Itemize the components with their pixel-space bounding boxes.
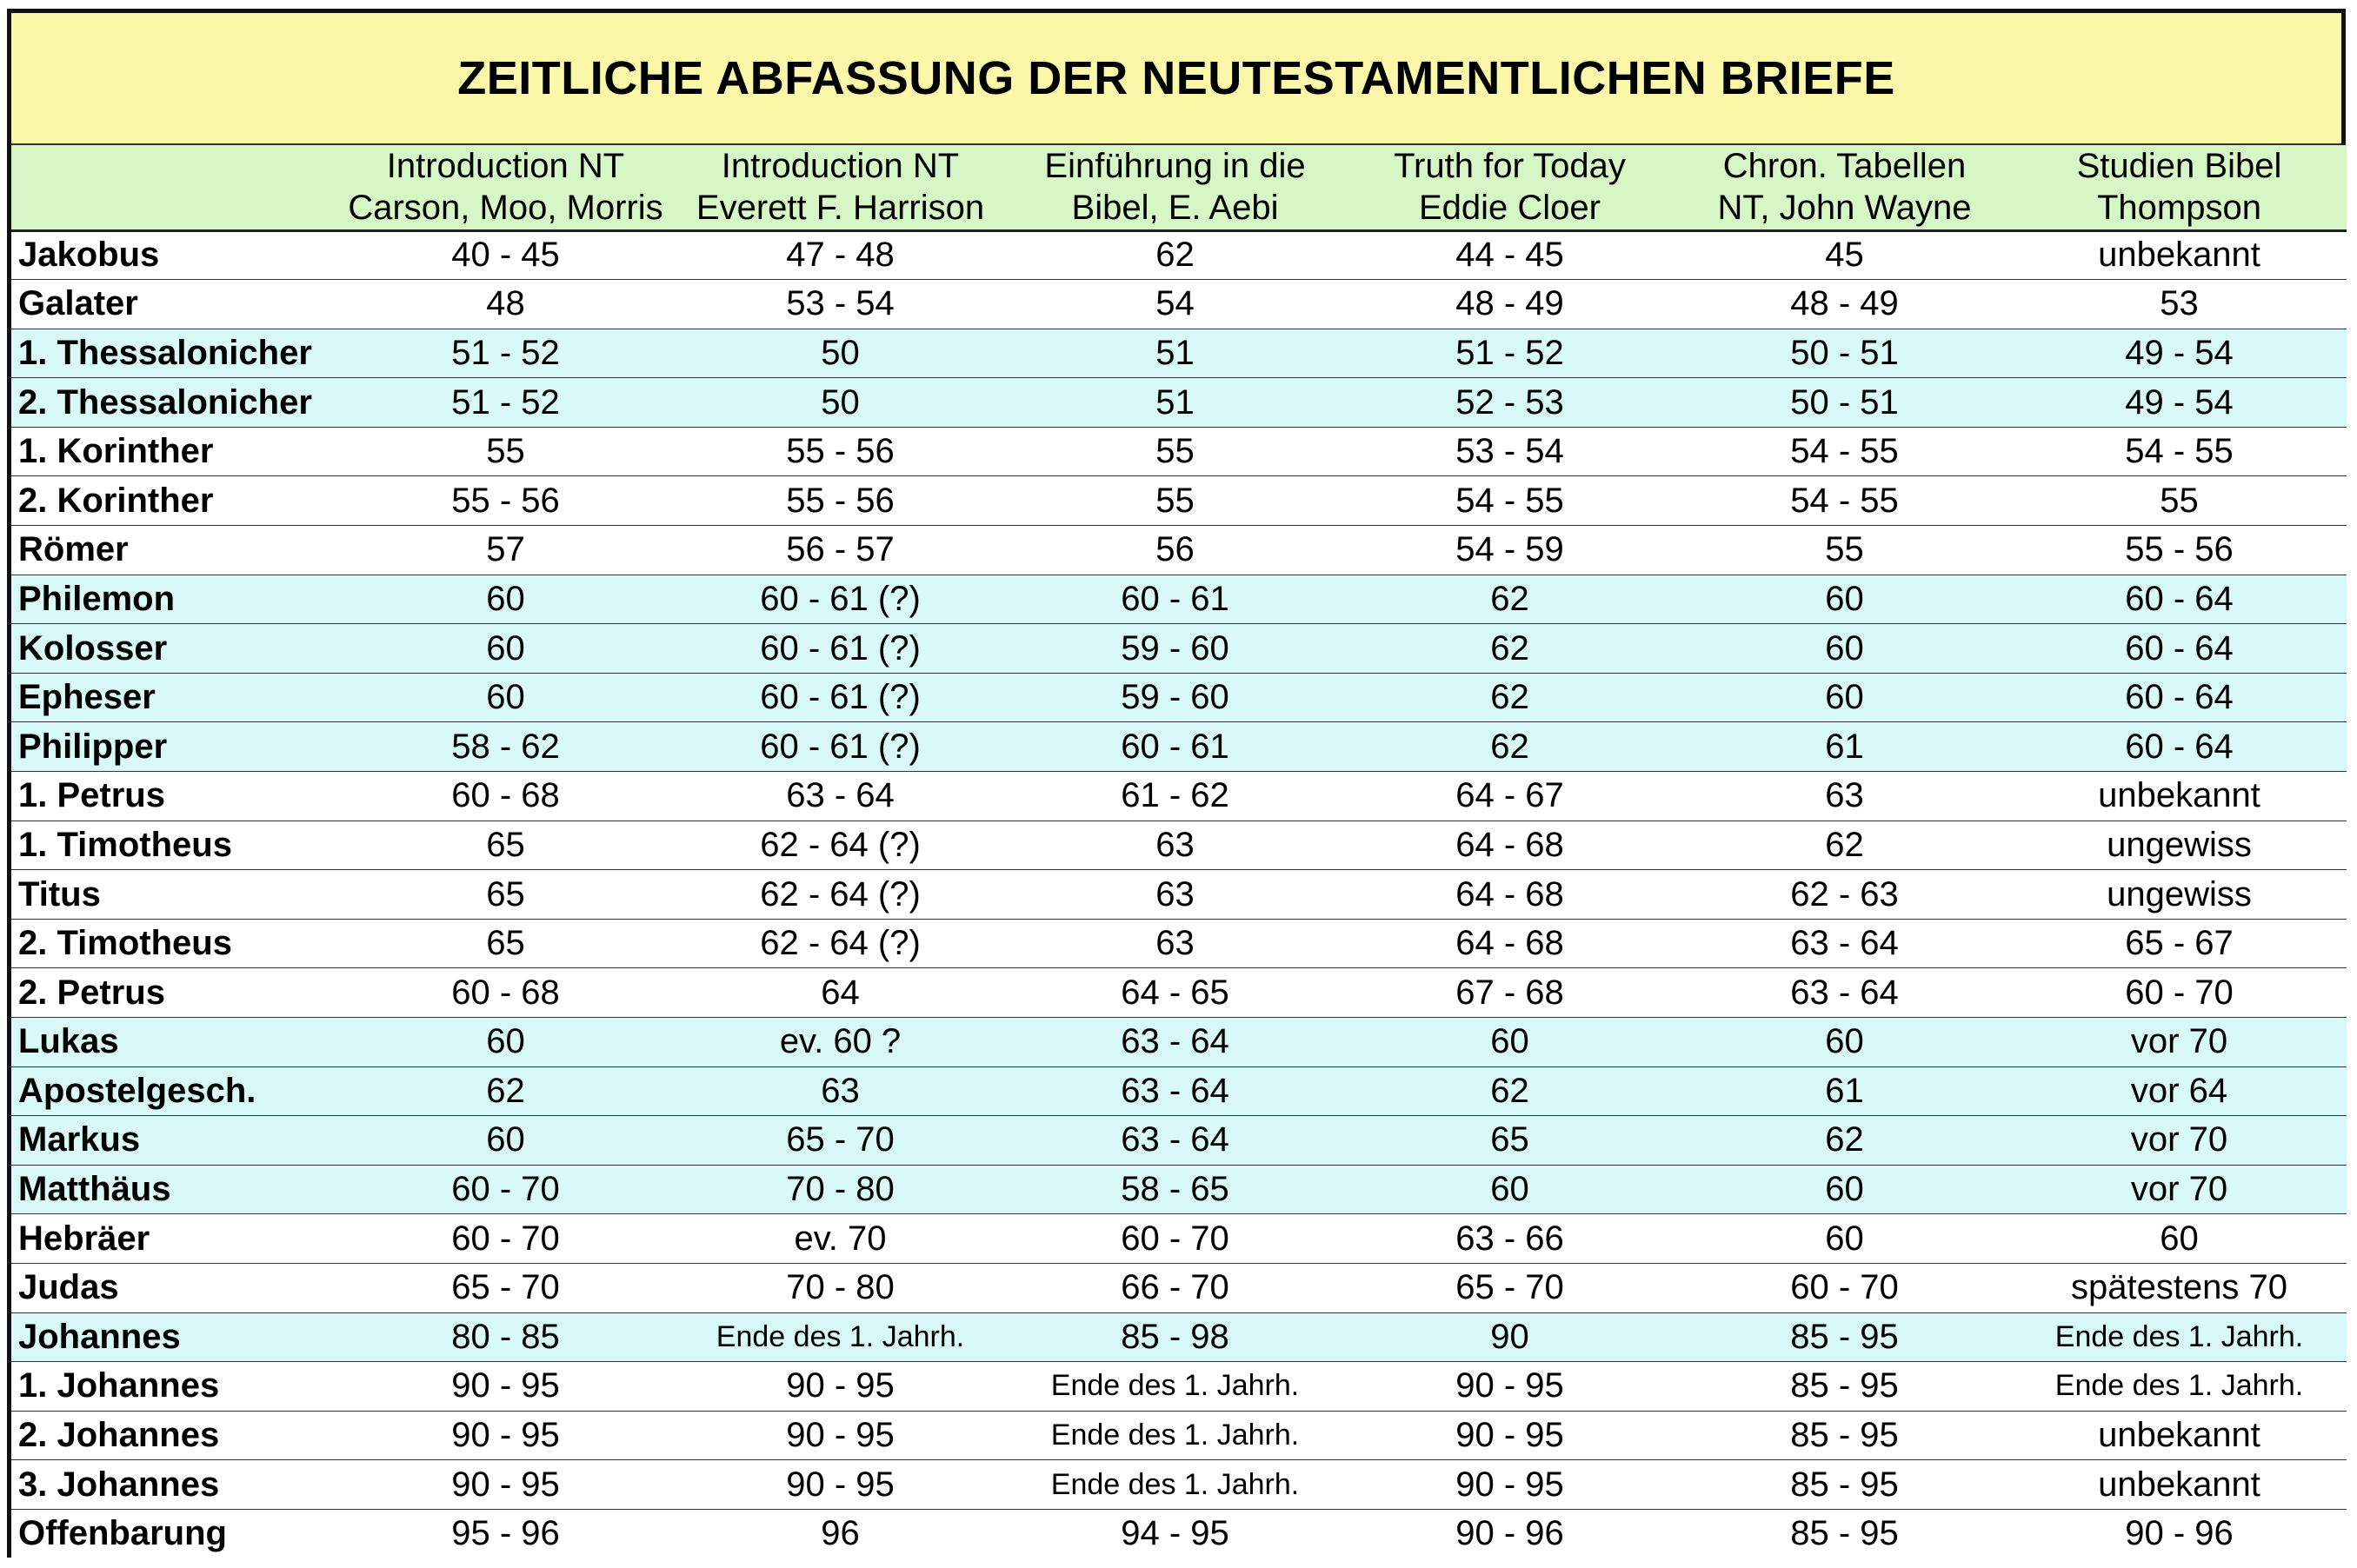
table-row [11, 1411, 2347, 1460]
date-cell: 45 [1677, 230, 2012, 280]
book-name-cell: 1. Timotheus [11, 821, 338, 870]
date-cell: 62 - 64 (?) [673, 919, 1008, 968]
date-cell: 90 - 95 [673, 1460, 1008, 1510]
date-cell: 62 [1677, 821, 2012, 870]
date-cell: spätestens 70 [2012, 1263, 2347, 1312]
date-cell: 54 - 55 [1342, 476, 1677, 526]
date-cell: 62 [1342, 575, 1677, 624]
date-cell: 55 [338, 427, 673, 476]
date-cell: 54 [1008, 280, 1342, 329]
date-cell: 63 - 66 [1342, 1214, 1677, 1264]
date-cell: 49 - 54 [2012, 378, 2347, 428]
date-cell: 60 - 70 [1008, 1214, 1342, 1264]
date-cell: Ende des 1. Jahrh. [2012, 1362, 2347, 1412]
date-cell: 85 - 95 [1677, 1312, 2012, 1362]
date-cell: 95 - 96 [451, 1514, 560, 1553]
header-line1: Einführung in die [1044, 147, 1306, 186]
date-cell: 90 - 95 [1342, 1411, 1677, 1460]
date-cell: 60 [1677, 1165, 2012, 1214]
book-name-cell: Jakobus [11, 230, 338, 280]
date-cell: 60 - 61 [1008, 722, 1342, 772]
date-cell: 53 [2012, 280, 2347, 329]
date-cell: 50 - 51 [1677, 329, 2012, 378]
date-cell: 60 [1342, 1165, 1677, 1214]
date-cell: 63 - 64 [1008, 1066, 1342, 1116]
date-cell: 66 - 70 [1008, 1263, 1342, 1312]
header-cell-aebi [1008, 145, 1342, 230]
date-cell: 55 - 56 [673, 476, 1008, 526]
book-name-cell: Galater [11, 280, 338, 329]
header-cell-harrison [673, 145, 1008, 230]
date-cell: unbekannt [2012, 772, 2347, 821]
table-row [11, 1509, 2347, 1558]
date-cell: 60 - 68 [338, 968, 673, 1018]
table-row [11, 968, 2347, 1018]
header-line1: Introduction NT [721, 147, 960, 186]
date-cell: 50 [673, 329, 1008, 378]
date-cell: 62 - 64 (?) [673, 870, 1008, 920]
date-cell: 62 [1342, 1066, 1677, 1116]
table-row [11, 329, 2347, 378]
date-cell: 60 - 64 [2012, 722, 2347, 772]
table-body [11, 230, 2347, 1558]
date-cell: 70 - 80 [673, 1165, 1008, 1214]
date-cell: 60 - 61 (?) [673, 624, 1008, 674]
table-row [11, 919, 2347, 968]
date-cell: 47 - 48 [673, 230, 1008, 280]
date-cell: 63 [673, 1066, 1008, 1116]
table-row [11, 1312, 2347, 1362]
date-cell: 64 - 68 [1342, 919, 1677, 968]
book-name-cell: Philipper [11, 722, 338, 772]
date-cell: vor 70 [2012, 1165, 2347, 1214]
date-cell: 60 [1677, 673, 2012, 722]
date-cell: 62 - 63 [1677, 870, 2012, 920]
date-cell: 54 - 55 [1677, 427, 2012, 476]
date-cell: 60 - 70 [2012, 968, 2347, 1018]
table-row [11, 772, 2347, 821]
date-cell: 60 [1677, 1214, 2012, 1264]
book-name-cell: Kolosser [11, 624, 338, 674]
date-cell: 55 - 56 [673, 427, 1008, 476]
date-cell: 65 - 70 [673, 1116, 1008, 1166]
date-cell: 65 [1342, 1116, 1677, 1166]
book-name-cell: Johannes [11, 1312, 338, 1362]
header-cell-cloer [1342, 145, 1677, 230]
date-cell: 63 - 64 [1677, 968, 2012, 1018]
date-cell: 61 [1677, 1066, 2012, 1116]
dating-table [11, 145, 2347, 1558]
date-cell: 60 - 61 [1008, 575, 1342, 624]
date-cell: ev. 60 ? [673, 1018, 1008, 1067]
date-cell: 51 - 52 [338, 378, 673, 428]
date-cell: 62 [1677, 1116, 2012, 1166]
date-cell: 85 - 95 [1790, 1514, 1899, 1553]
date-cell: 60 [338, 624, 673, 674]
date-cell: 55 - 56 [2012, 526, 2347, 575]
date-cell: 64 - 65 [1008, 968, 1342, 1018]
date-cell: 94 - 95 [1121, 1514, 1229, 1553]
date-cell: 62 - 64 (?) [673, 821, 1008, 870]
date-cell: 64 - 68 [1342, 870, 1677, 920]
table-row [11, 526, 2347, 575]
date-cell: vor 70 [2012, 1116, 2347, 1166]
date-cell: 63 - 64 [1008, 1116, 1342, 1166]
date-cell: 48 - 49 [1677, 280, 2012, 329]
date-cell: 51 [1008, 378, 1342, 428]
header-line2: Carson, Moo, Morris [348, 189, 663, 228]
book-name-cell: Markus [11, 1116, 338, 1166]
date-cell: 60 - 64 [2012, 575, 2347, 624]
date-cell: 90 - 95 [673, 1411, 1008, 1460]
date-cell: Ende des 1. Jahrh. [2012, 1312, 2347, 1362]
date-cell: 58 - 65 [1008, 1165, 1342, 1214]
date-cell: 56 [1008, 526, 1342, 575]
header-line2: Bibel, E. Aebi [1071, 189, 1279, 228]
date-cell: ungewiss [2012, 821, 2347, 870]
date-cell: 63 - 64 [1008, 1018, 1342, 1067]
date-cell: 65 [338, 919, 673, 968]
date-cell: 44 - 45 [1342, 230, 1677, 280]
book-name-cell: 2. Korinther [11, 476, 338, 526]
date-cell: Ende des 1. Jahrh. [1008, 1362, 1342, 1412]
book-name-cell: Judas [11, 1263, 338, 1312]
table-row [11, 1263, 2347, 1312]
date-cell: 54 - 59 [1342, 526, 1677, 575]
date-cell: 63 [1008, 919, 1342, 968]
date-cell: 62 [1342, 722, 1677, 772]
header-line2: Thompson [2097, 189, 2261, 228]
header-cell-thompson [2012, 145, 2347, 230]
date-cell: 60 [338, 575, 673, 624]
date-cell: 60 [1677, 575, 2012, 624]
date-cell: 48 [338, 280, 673, 329]
table-row [11, 624, 2347, 674]
table-row [11, 378, 2347, 428]
date-cell: 55 [2012, 476, 2347, 526]
date-cell: 60 - 64 [2012, 624, 2347, 674]
page-title: ZEITLICHE ABFASSUNG DER NEUTESTAMENTLICHEN BRIEFE [11, 13, 2341, 145]
date-cell: 85 - 95 [1677, 1460, 2012, 1510]
table-row [11, 1116, 2347, 1166]
table-row [11, 575, 2347, 624]
book-name-cell: 2. Johannes [11, 1411, 338, 1460]
date-cell: 67 - 68 [1342, 968, 1677, 1018]
date-cell: 65 - 67 [2012, 919, 2347, 968]
date-cell: 65 - 70 [1342, 1263, 1677, 1312]
date-cell: 60 - 70 [338, 1214, 673, 1264]
date-cell: 53 - 54 [1342, 427, 1677, 476]
date-cell: 65 - 70 [338, 1263, 673, 1312]
header-cell-wayne [1677, 145, 2012, 230]
date-cell: Ende des 1. Jahrh. [1008, 1411, 1342, 1460]
book-name-cell: Römer [11, 526, 338, 575]
date-cell: 63 - 64 [673, 772, 1008, 821]
date-cell: ev. 70 [673, 1214, 1008, 1264]
header-line1: Truth for Today [1394, 147, 1626, 186]
table-row [11, 821, 2347, 870]
date-cell: 50 [673, 378, 1008, 428]
table-row [11, 722, 2347, 772]
date-cell: unbekannt [2012, 1460, 2347, 1510]
table-row [11, 427, 2347, 476]
date-cell: 70 - 80 [673, 1263, 1008, 1312]
table-row [11, 1362, 2347, 1412]
date-cell: 59 - 60 [1008, 624, 1342, 674]
date-cell: 60 - 61 (?) [673, 673, 1008, 722]
date-cell: 80 - 85 [338, 1312, 673, 1362]
date-cell: 51 - 52 [1342, 329, 1677, 378]
date-cell: 56 - 57 [673, 526, 1008, 575]
date-cell: 60 [338, 1018, 673, 1067]
date-cell: 60 - 64 [2012, 673, 2347, 722]
date-cell: 63 - 64 [1677, 919, 2012, 968]
date-cell: 85 - 98 [1008, 1312, 1342, 1362]
date-cell: 62 [1342, 673, 1677, 722]
header-line2: NT, John Wayne [1717, 189, 1972, 228]
header-line1: Chron. Tabellen [1722, 147, 1967, 186]
book-name-cell: 1. Johannes [11, 1362, 338, 1412]
date-cell: 48 - 49 [1342, 280, 1677, 329]
date-cell: 90 - 95 [338, 1411, 673, 1460]
date-cell: 55 [1008, 427, 1342, 476]
date-cell: 90 - 95 [1342, 1362, 1677, 1412]
date-cell: 85 - 95 [1677, 1362, 2012, 1412]
date-cell: 53 - 54 [673, 280, 1008, 329]
date-cell: 90 - 95 [673, 1362, 1008, 1412]
table-row [11, 1066, 2347, 1116]
book-name-cell: Matthäus [11, 1165, 338, 1214]
header-line2: Everett F. Harrison [696, 189, 985, 228]
date-cell: 62 [338, 1066, 673, 1116]
book-name-cell: Hebräer [11, 1214, 338, 1264]
date-cell: 55 - 56 [338, 476, 673, 526]
date-cell: 57 [338, 526, 673, 575]
date-cell: 63 [1677, 772, 2012, 821]
table-row [11, 673, 2347, 722]
date-cell: 54 - 55 [2012, 427, 2347, 476]
date-cell: 60 [1677, 624, 2012, 674]
date-cell: 54 - 55 [1677, 476, 2012, 526]
date-cell: 62 [1342, 624, 1677, 674]
date-cell: 63 [1008, 870, 1342, 920]
book-name-cell: 1. Thessalonicher [11, 329, 338, 378]
date-cell: 60 - 68 [338, 772, 673, 821]
date-cell: 58 - 62 [338, 722, 673, 772]
book-name-cell: 2. Petrus [11, 968, 338, 1018]
date-cell: 55 [1008, 476, 1342, 526]
book-name-cell: Offenbarung [18, 1514, 227, 1553]
date-cell: 90 - 96 [1455, 1514, 1564, 1553]
date-cell: 60 [1342, 1018, 1677, 1067]
date-cell: 85 - 95 [1677, 1411, 2012, 1460]
date-cell: ungewiss [2012, 870, 2347, 920]
book-name-cell: Lukas [11, 1018, 338, 1067]
date-cell: 96 [821, 1514, 860, 1553]
book-name-cell: 1. Korinther [11, 427, 338, 476]
book-name-cell: 1. Petrus [11, 772, 338, 821]
table-row [11, 230, 2347, 280]
date-cell: 61 - 62 [1008, 772, 1342, 821]
header-line2: Eddie Cloer [1418, 189, 1601, 228]
date-cell: 90 - 95 [338, 1460, 673, 1510]
date-cell: 90 - 95 [338, 1362, 673, 1412]
document-frame [7, 9, 2346, 1558]
date-cell: 49 - 54 [2012, 329, 2347, 378]
date-cell: 60 [338, 1116, 673, 1166]
date-cell: 55 [1677, 526, 2012, 575]
date-cell: 64 [673, 968, 1008, 1018]
date-cell: Ende des 1. Jahrh. [1008, 1460, 1342, 1510]
date-cell: 62 [1008, 230, 1342, 280]
date-cell: 65 [338, 821, 673, 870]
table-row [11, 1214, 2347, 1264]
date-cell: 60 [2012, 1214, 2347, 1264]
date-cell: vor 64 [2012, 1066, 2347, 1116]
date-cell: 52 - 53 [1342, 378, 1677, 428]
date-cell: Ende des 1. Jahrh. [673, 1312, 1008, 1362]
table-row [11, 280, 2347, 329]
book-name-cell: 2. Thessalonicher [11, 378, 338, 428]
date-cell: 51 [1008, 329, 1342, 378]
date-cell: 51 - 52 [338, 329, 673, 378]
book-name-cell: Titus [11, 870, 338, 920]
book-name-cell: 3. Johannes [11, 1460, 338, 1510]
date-cell: 60 - 70 [338, 1165, 673, 1214]
date-cell: 90 - 96 [2125, 1514, 2234, 1553]
table-row [11, 1018, 2347, 1067]
book-name-cell: Apostelgesch. [11, 1066, 338, 1116]
date-cell: 64 - 67 [1342, 772, 1677, 821]
book-name-cell: 2. Timotheus [11, 919, 338, 968]
book-name-cell: Epheser [11, 673, 338, 722]
date-cell: 90 - 95 [1342, 1460, 1677, 1510]
date-cell: 60 - 70 [1677, 1263, 2012, 1312]
date-cell: 63 [1008, 821, 1342, 870]
table-row [11, 1165, 2347, 1214]
date-cell: 64 - 68 [1342, 821, 1677, 870]
date-cell: 61 [1677, 722, 2012, 772]
date-cell: 65 [338, 870, 673, 920]
date-cell: 60 - 61 (?) [673, 575, 1008, 624]
header-line1: Introduction NT [386, 147, 625, 186]
date-cell: 60 [1677, 1018, 2012, 1067]
table-row [11, 870, 2347, 920]
date-cell: 40 - 45 [338, 230, 673, 280]
date-cell: 60 - 61 (?) [673, 722, 1008, 772]
table-row [11, 476, 2347, 526]
book-name-cell: Philemon [11, 575, 338, 624]
header-cell-book [11, 145, 338, 230]
date-cell: unbekannt [2012, 1411, 2347, 1460]
date-cell: 60 [338, 673, 673, 722]
header-row [11, 145, 2347, 230]
header-cell-carson [338, 145, 673, 230]
header-line1: Studien Bibel [2076, 147, 2282, 186]
date-cell: 90 [1342, 1312, 1677, 1362]
date-cell: vor 70 [2012, 1018, 2347, 1067]
date-cell: 50 - 51 [1677, 378, 2012, 428]
table-row [11, 1460, 2347, 1510]
date-cell: unbekannt [2012, 230, 2347, 280]
date-cell: 59 - 60 [1008, 673, 1342, 722]
